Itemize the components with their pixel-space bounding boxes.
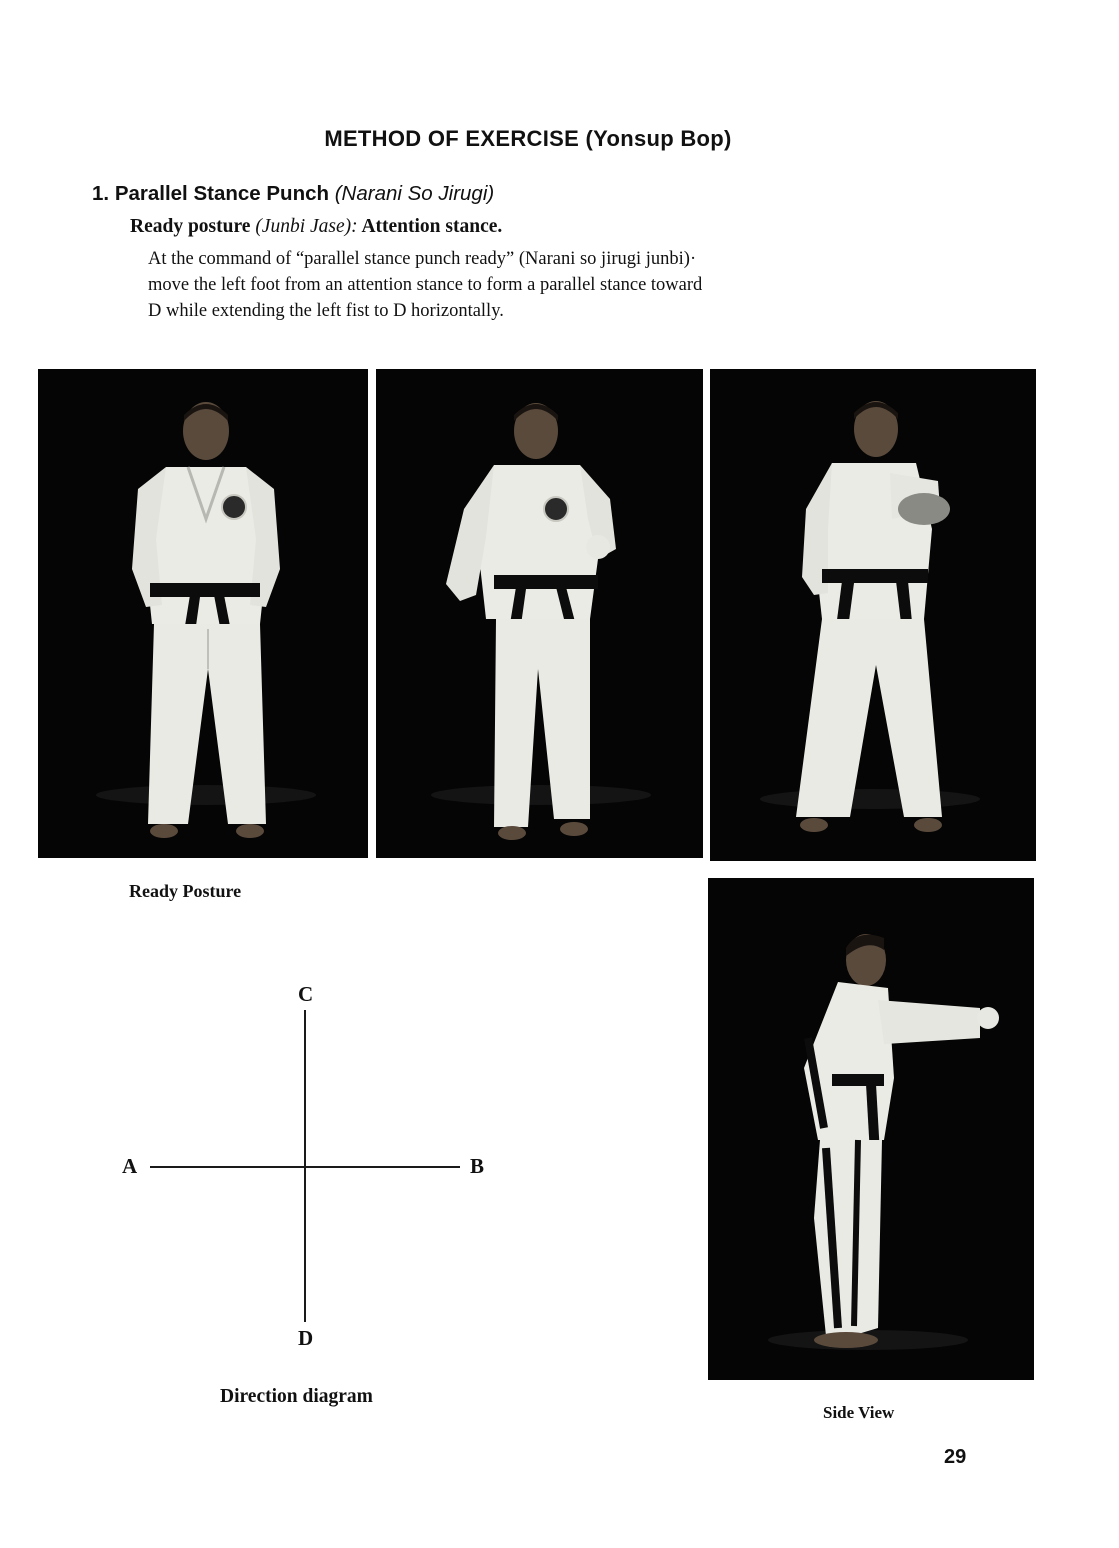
section-number: 1. — [92, 182, 110, 205]
photo-side-view — [708, 878, 1034, 1380]
caption-side-view: Side View — [823, 1403, 895, 1422]
photo-ready-posture-front — [38, 369, 368, 858]
instruction-line: At the command of “parallel stance punch ready” (Narani so jirugi junbi)· — [148, 249, 697, 269]
ready-posture-line — [130, 216, 502, 238]
ready-posture-korean: (Junbi Jase): — [255, 216, 358, 237]
section-name: Parallel Stance Punch — [114, 182, 330, 205]
section-korean-name: (Narani So Jirugi) — [334, 182, 495, 205]
instruction-line: D while extending the left fist to D horizontally. — [148, 301, 504, 321]
ready-posture-text: Attention stance. — [361, 216, 503, 237]
direction-label-c: C — [298, 982, 314, 1006]
page-number: 29 — [944, 1446, 967, 1468]
section-heading — [92, 182, 494, 206]
instruction-line: move the left foot from an attention stance to form a parallel stance toward — [148, 275, 703, 295]
photo-stance-transition — [376, 369, 703, 858]
figure-illustration — [708, 878, 1034, 1380]
page-title: METHOD OF EXERCISE (Yonsup Bop) — [324, 126, 732, 151]
caption-ready-posture: Ready Posture — [129, 881, 242, 901]
direction-label-b: B — [470, 1154, 485, 1178]
caption-direction-diagram: Direction diagram — [220, 1386, 373, 1407]
direction-label-d: D — [298, 1326, 314, 1350]
photo-punch-front — [710, 369, 1036, 861]
figure-illustration — [38, 369, 368, 858]
horizontal-axis-line — [150, 1166, 460, 1168]
figure-illustration — [376, 369, 703, 858]
instruction-paragraph — [148, 246, 948, 324]
ready-posture-label: Ready posture — [130, 216, 251, 237]
direction-label-a: A — [122, 1154, 138, 1178]
figure-illustration — [710, 369, 1036, 861]
